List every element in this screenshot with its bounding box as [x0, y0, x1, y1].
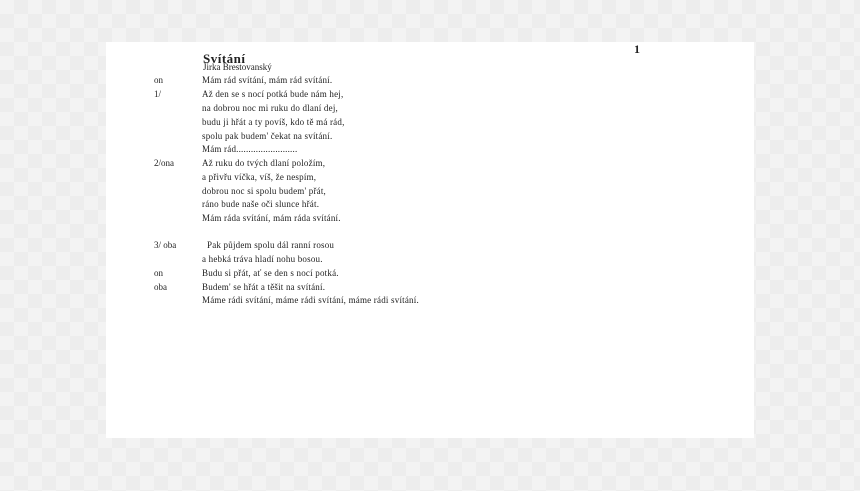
- lyric-text: ráno bude naše oči slunce hřát.: [202, 199, 320, 209]
- lyric-text: Budu si přát, ať se den s nocí potká.: [202, 268, 339, 278]
- speaker-label: 3/ oba: [154, 240, 177, 250]
- lyric-text: budu ji hřát a ty povíš, kdo tě má rád,: [202, 117, 345, 127]
- speaker-label: 2/ona: [154, 158, 174, 168]
- lyric-text: Mám ráda svítání, mám ráda svítání.: [202, 213, 341, 223]
- lyric-text: dobrou noc si spolu budem' přát,: [202, 186, 327, 196]
- lyric-text: Mám rád svítání, mám rád svítání.: [202, 75, 333, 85]
- speaker-label: oba: [154, 282, 167, 292]
- lyric-text: Až den se s nocí potká bude nám hej,: [202, 89, 344, 99]
- song-title: Svítání: [203, 51, 246, 66]
- lyric-text: Pak půjdem spolu dál ranní rosou: [207, 240, 335, 250]
- speaker-label: on: [154, 268, 163, 278]
- song-author: Jirka Brestovanský: [203, 62, 272, 72]
- speaker-label: 1/: [154, 89, 162, 99]
- lyric-text: spolu pak budem' čekat na svítání.: [202, 131, 333, 141]
- lyric-text: Budem' se hřát a těšit na svítání.: [202, 282, 326, 292]
- lyric-text: Máme rádi svítání, máme rádi svítání, máme rádi svítání.: [202, 295, 419, 305]
- page-number: 1: [634, 42, 640, 56]
- document-page: [106, 42, 754, 438]
- speaker-label: on: [154, 75, 163, 85]
- lyric-text: Mám rád.........................: [202, 144, 298, 154]
- lyric-text: na dobrou noc mi ruku do dlaní dej,: [202, 103, 338, 113]
- lyric-text: Až ruku do tvých dlaní položím,: [202, 158, 326, 168]
- lyric-text: a přivřu víčka, víš, že nespím,: [202, 172, 317, 182]
- lyric-text: a hebká tráva hladí nohu bosou.: [202, 254, 323, 264]
